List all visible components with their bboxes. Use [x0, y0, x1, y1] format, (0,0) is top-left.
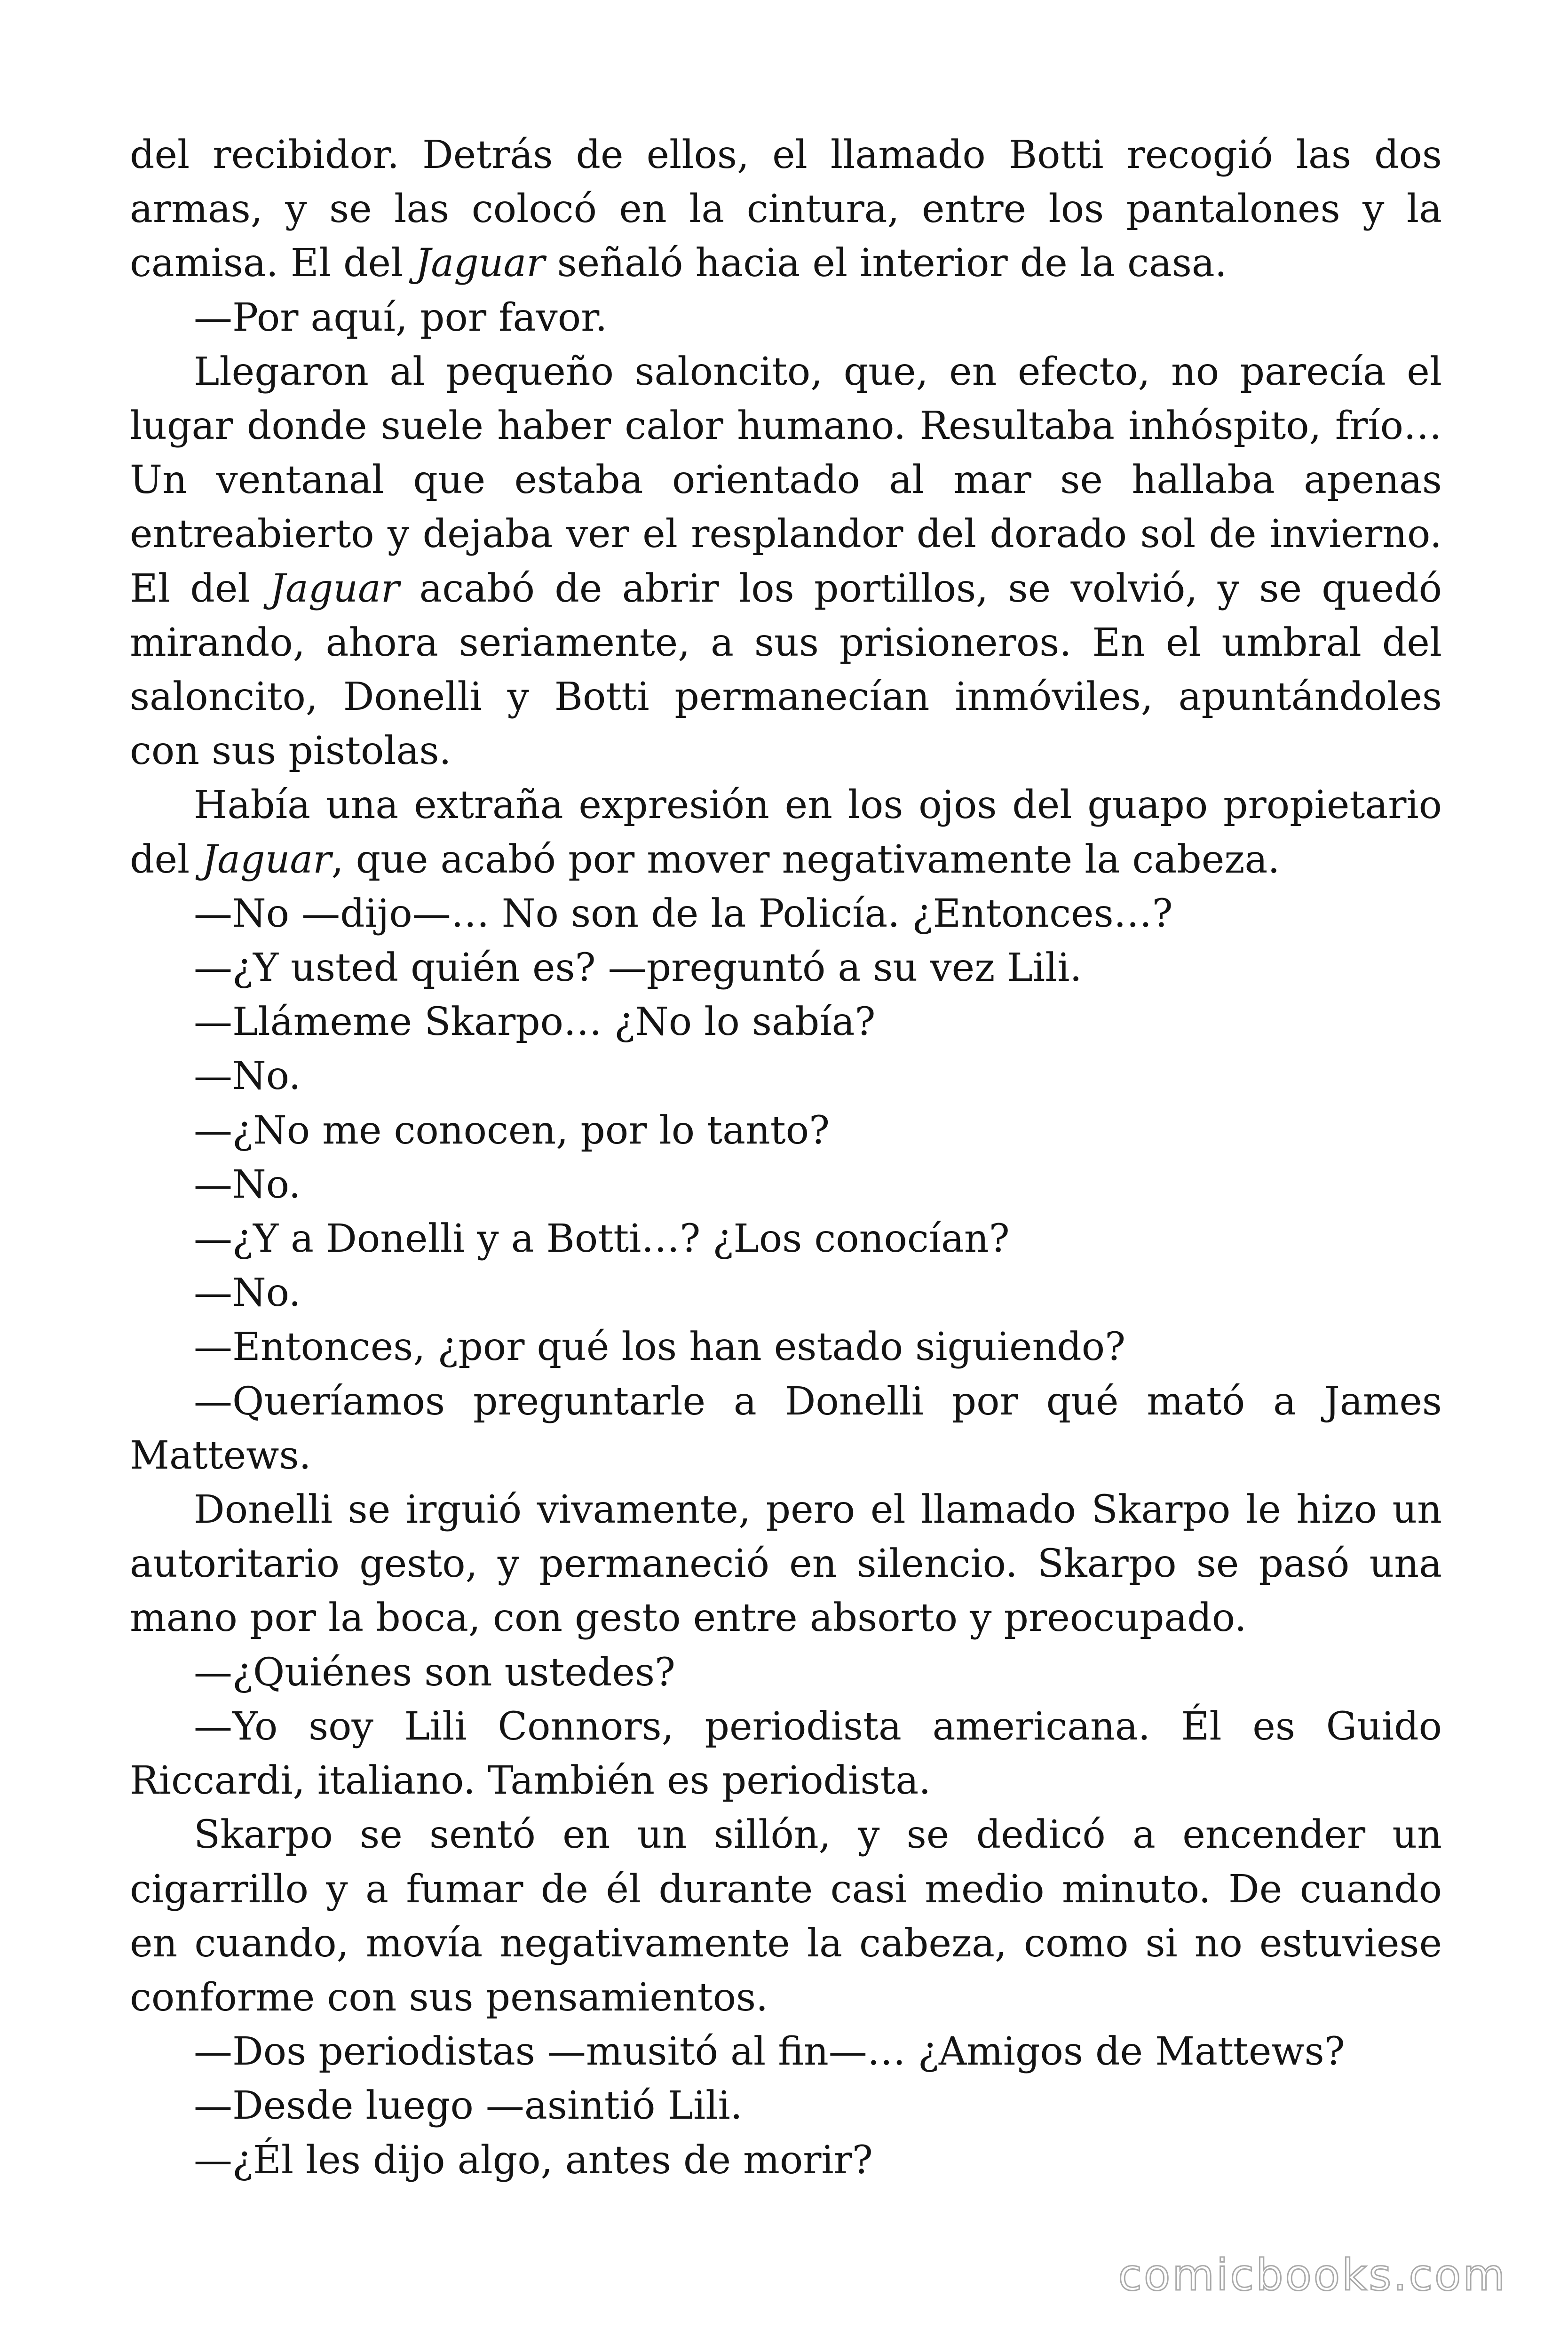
paragraph: [130, 1049, 1442, 1103]
italic-text: Jaguar: [415, 241, 545, 286]
paragraph: [130, 1320, 1442, 1374]
text-run: —No.: [194, 1162, 301, 1207]
text-run: Skarpo se sentó en un sillón, y se dedicó a encender un cigarrillo y a fumar de él durante casi medio minuto. De cuando en cuando, movía negativamente la cabeza, como si no estuviese conforme con sus pensamientos.: [130, 1812, 1442, 2020]
paragraph: [130, 778, 1442, 886]
paragraph: [130, 128, 1442, 291]
text-run: —Yo soy Lili Connors, periodista americana. Él es Guido Riccardi, italiano. También es periodista.: [130, 1704, 1442, 1804]
paragraph: [130, 2079, 1442, 2133]
paragraph: [130, 1483, 1442, 1645]
paragraph: [130, 1158, 1442, 1212]
paragraph: [130, 1645, 1442, 1700]
text-run: —Entonces, ¿por qué los han estado siguiendo?: [194, 1325, 1126, 1370]
paragraph: [130, 345, 1442, 779]
text-run: Donelli se irguió vivamente, pero el llamado Skarpo le hizo un autoritario gesto, y permaneció en silencio. Skarpo se pasó una mano por la boca, con gesto entre absorto y preocupado.: [130, 1487, 1442, 1641]
text-run: —¿Y a Donelli y a Botti…? ¿Los conocían?: [194, 1216, 1010, 1262]
italic-text: Jaguar: [269, 566, 400, 611]
paragraph: [130, 1700, 1442, 1808]
watermark: comicbooks.com: [1118, 2250, 1507, 2300]
italic-text: Jaguar: [202, 837, 332, 882]
paragraph: [130, 1104, 1442, 1158]
text-run: —Llámeme Skarpo… ¿No lo sabía?: [194, 1000, 876, 1045]
text-run: señaló hacia el interior de la casa.: [545, 241, 1227, 286]
paragraph: [130, 1375, 1442, 1483]
text-run: —No.: [194, 1054, 301, 1099]
paragraph: [130, 1808, 1442, 2025]
paragraph: [130, 2025, 1442, 2079]
text-run: —No —dijo—… No son de la Policía. ¿Entonces…?: [194, 891, 1173, 936]
text-run: del recibidor. Detrás de ellos, el llamado Botti recogió las dos armas, y se las colocó en la cintura, entre los pantalones y la camisa. El del: [130, 133, 1442, 286]
paragraph: [130, 941, 1442, 995]
text-run: —¿No me conocen, por lo tanto?: [194, 1108, 830, 1153]
text-run: —Desde luego —asintió Lili.: [194, 2083, 743, 2129]
text-run: —Queríamos preguntarle a Donelli por qué mató a James Mattews.: [130, 1379, 1442, 1478]
paragraph: [130, 2133, 1442, 2187]
paragraph: [130, 995, 1442, 1049]
text-run: —¿Él les dijo algo, antes de morir?: [194, 2137, 873, 2183]
text-run: , que acabó por mover negativamente la cabeza.: [331, 837, 1280, 882]
page-text: [130, 128, 1442, 2187]
text-run: —No.: [194, 1271, 301, 1316]
paragraph: [130, 1212, 1442, 1266]
text-run: acabó de abrir los portillos, se volvió, y se quedó mirando, ahora seriamente, a sus prisioneros. En el umbral del saloncito, Donelli y Botti permanecían inmóviles, apuntándoles con sus pistolas.: [130, 566, 1442, 774]
text-run: —Por aquí, por favor.: [194, 295, 608, 340]
paragraph: [130, 1266, 1442, 1320]
paragraph: [130, 887, 1442, 941]
text-run: —¿Y usted quién es? —preguntó a su vez Lili.: [194, 946, 1082, 991]
paragraph: [130, 291, 1442, 345]
text-run: —¿Quiénes son ustedes?: [194, 1650, 675, 1695]
text-run: Llegaron al pequeño saloncito, que, en efecto, no parecía el lugar donde suele haber calor humano. Resultaba inhóspito, frío… Un ventanal que estaba orientado al mar se hallaba apenas entreabierto y dejaba ver el resplandor del dorado sol de invierno. El del: [130, 349, 1442, 611]
text-run: —Dos periodistas —musitó al fin—… ¿Amigos de Mattews?: [194, 2029, 1345, 2074]
text-run: Había una extraña expresión en los ojos del guapo propietario del: [130, 783, 1442, 882]
